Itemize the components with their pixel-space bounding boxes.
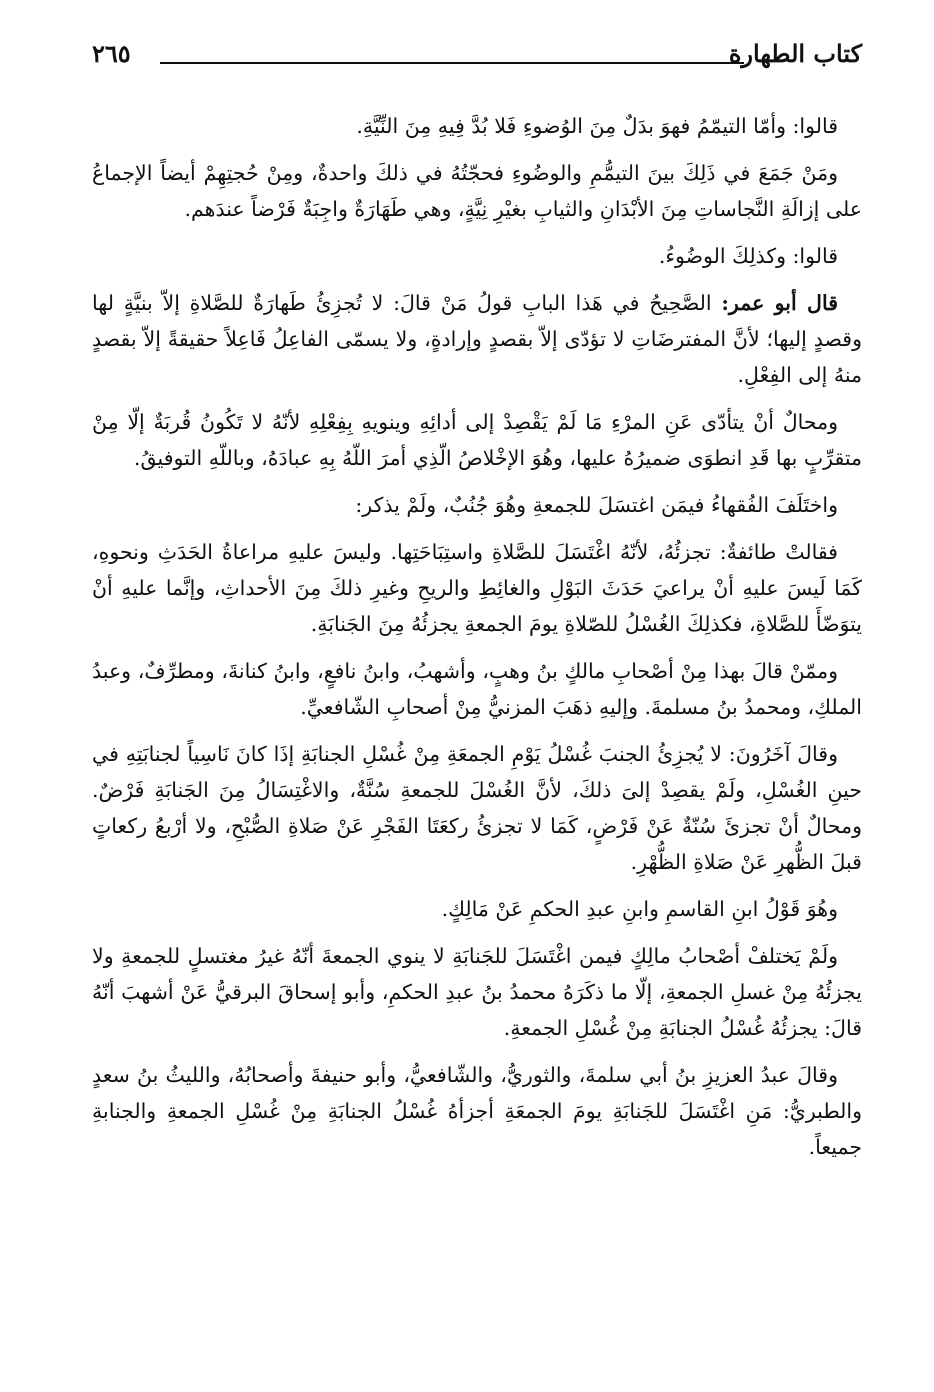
book-title: كتاب الطهارة [728, 39, 862, 68]
speaker-label: قال أبو عمر: [721, 291, 838, 315]
paragraph-text: الصَّحِيحُ في هَذا البابِ قولُ مَنْ قالَ: لا تُجزِئُ طَهارَةٌ للصَّلاةِ إلاّ بنيَّةٍ لها وقصدٍ إليها؛ لأنَّ المفترضَاتِ لا تؤدّى إلاّ بقصدٍ وإرادةٍ، ولا يسمّى الفاعِلُ فَاعِلاً حقيقةً إلاّ بقصدٍ منهُ إلى الفِعْلِ. [92, 291, 862, 387]
paragraph: ومحالٌ أنْ يتأدّى عَنِ المرْءِ مَا لَمْ يَقْصِدْ إلى أدائِهِ وينويهِ بِفِعْلِهِ لأنّهُ لا تَكُونُ قُربَةٌ إلّا مِنْ متقرِّبٍ بها قَدِ انطوَى ضميرُهُ عليها، وهُوَ الإخْلاصُ الّذِي أمرَ اللّهُ بِهِ عبادَهُ، وباللّهِ التوفيقُ. [92, 410, 862, 470]
page-body [92, 108, 862, 1176]
page-header [92, 38, 862, 74]
paragraph: ولَمْ يَختلفْ أصْحابُ مالِكٍ فيمن اغْتَسَلَ للجَنابَةِ لا ينوي الجمعةَ أنّهُ غيرُ مغتسلٍ للجمعةِ ولا يجزئُهُ مِنْ غسلِ الجمعةِ، إلّا ما ذكَرَهُ محمدُ بنُ عبدِ الحكمِ، وأبو إسحاقَ البرقيُّ عَنْ أشهبَ أنّهُ قالَ: يجزئُهُ غُسْلُ الجنابَةِ مِنْ غُسْلِ الجمعةِ. [92, 944, 862, 1040]
paragraph: وممّنْ قالَ بهذا مِنْ أصْحابِ مالكٍ بنُ وهبٍ، وأشهبُ، وابنُ نافعٍ، وابنُ كنانةَ، ومطرِّفٌ، وعبدُ الملكِ، ومحمدُ بنُ مسلمةَ. وإليهِ ذهَبَ المزنيُّ مِنْ أصحابِ الشّافعيِّ. [92, 659, 862, 719]
header-rule [160, 62, 744, 64]
paragraph: ومَنْ جَمَعَ في ذَلِكَ بينَ التيمُّمِ والوضُوءِ فحجّتُهُ في ذلكَ واحدةٌ، ومِنْ حُجتِهِمْ أيضاً الإجماعُ على إزالَةِ النَّجاساتِ مِنَ الأبْدَانِ والثيابِ بغيْرِ نِيَّةٍ، وهي طَهَارَةٌ واجِبَةٌ فَرْضاً عندَهم. [92, 161, 862, 221]
paragraph: قالوا: وأمّا التيمّمُ فهوَ بدَلٌ مِنَ الوُضوءِ فَلا بُدَّ فِيهِ مِنَ النِّيَّةِ. [356, 114, 838, 138]
paragraph: فقالتْ طائفةٌ: تجزئُهُ، لأنّهُ اغْتَسَلَ للصَّلاةِ واستِبَاحَتِها. وليسَ عليهِ مراعاةُ الحَدَثِ ونحوهِ، كَمَا لَيسَ عليهِ أنْ يراعيَ حَدَثَ البَوْلِ والغائِطِ والريحِ وغيرِ ذلكَ مِنَ الأحداثِ، وإنَّما عليهِ أنْ يتوَضّأَ للصَّلاةِ، فكذلِكَ الغُسْلُ للصّلاةِ يومَ الجمعةِ يجزئُهُ مِنَ الجَنابَةِ. [92, 540, 862, 636]
paragraph-with-speaker [92, 285, 862, 393]
paragraph: وقالَ عبدُ العزيزِ بنُ أبي سلمةَ، والثوريُّ، والشّافعيُّ، وأبو حنيفةَ وأصحابُهُ، والليثُ بنُ سعدٍ والطبريُّ: مَنِ اغْتَسَلَ للجَنابَةِ يومَ الجمعَةِ أجزأهُ غُسْلُ الجنابَةِ مِنْ غُسْلِ الجمعةِ والجنابةِ جميعاً. [92, 1063, 862, 1159]
page-number: ٢٦٥ [92, 39, 131, 68]
paragraph: وقالَ آخَرُونَ: لا يُجزِئُ الجنبَ غُسْلُ يَوْمِ الجمعَةِ مِنْ غُسْلِ الجنابَةِ إذَا كانَ نَاسِياً لجنابَتِهِ في حينِ الغُسْلِ، ولَمْ يقصِدْ إلىَ ذلكَ، لأنَّ الغُسْلَ للجمعةِ سُنَّةٌ، والاغْتِسَالُ مِنَ الجَنابَةِ فَرْضٌ. ومحالٌ أنْ تجزئَ سُنّةٌ عَنْ فَرْضٍ، كَمَا لا تجزئُ ركعَتَا الفَجْرِ عَنْ صَلاةِ الصُّبْحِ، ولا أرْبعُ ركعاتٍ قبلَ الظُّهرِ عَنْ صَلاةِ الظُّهْرِ. [92, 742, 862, 874]
paragraph: واختَلَفَ الفُقهاءُ فيمَن اغتسَلَ للجمعةِ وهُوَ جُنُبٌ، ولَمْ يذكر: [355, 493, 838, 517]
paragraph: قالوا: وكذلِكَ الوضُوءُ. [658, 244, 838, 268]
paragraph: وهُوَ قَوْلُ ابنِ القاسمِ وابنِ عبدِ الحكمِ عَنْ مَالِكٍ. [441, 897, 838, 921]
